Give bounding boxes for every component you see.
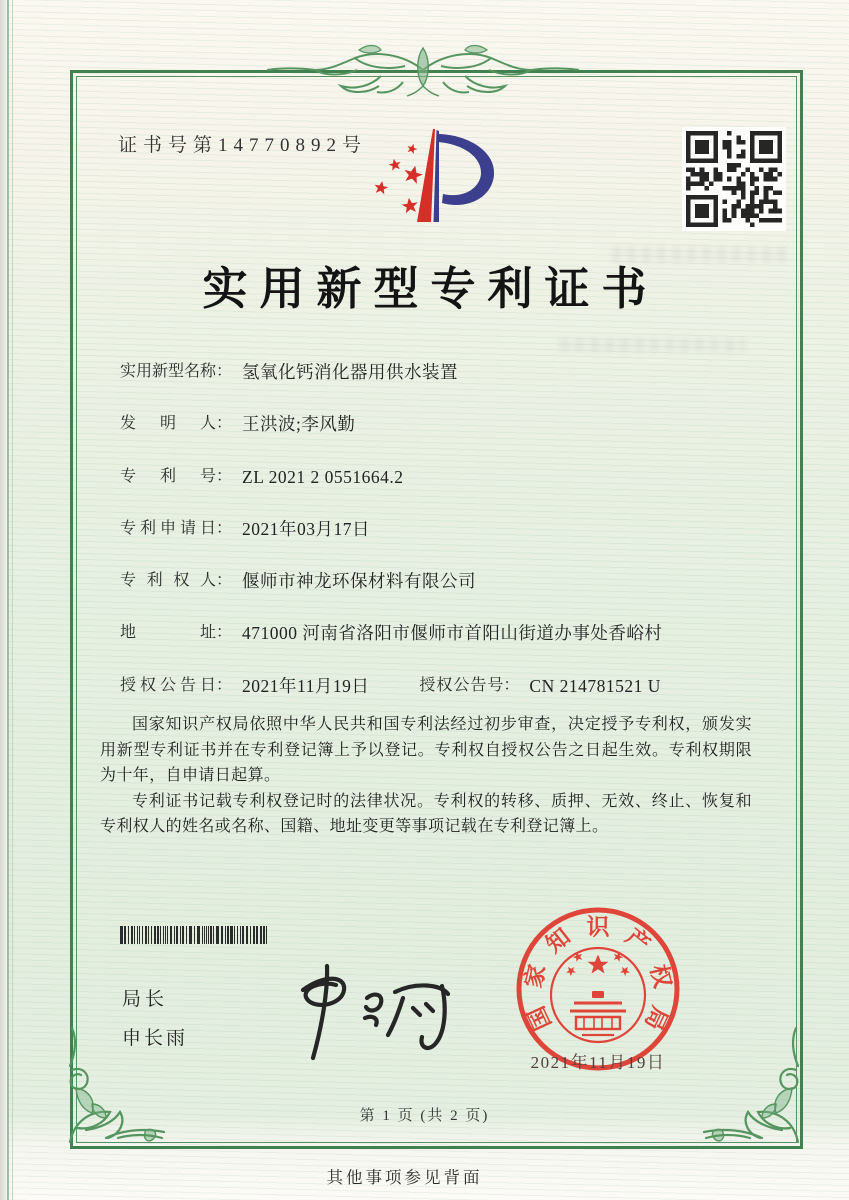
field-label: 授权公告号 — [419, 676, 504, 694]
cnipa-logo-icon — [368, 122, 508, 238]
svg-text:知: 知 — [541, 923, 575, 958]
field-patentee: 专利权人 ： 偃师市神龙环保材料有限公司 — [120, 571, 477, 592]
field-value: 偃师市神龙环保材料有限公司 — [242, 571, 477, 592]
corner-ornament — [702, 1026, 806, 1146]
page-edge-line — [12, 0, 13, 1200]
svg-text:家: 家 — [520, 962, 551, 991]
field-patent-number: 专利号 ： ZL 2021 2 0551664.2 — [120, 466, 404, 487]
field-value: 2021年03月17日 — [242, 518, 371, 539]
showthrough-smudge — [612, 246, 787, 263]
field-label: 专利申请日 — [120, 519, 216, 537]
svg-text:识: 识 — [586, 914, 610, 940]
field-value: 氢氧化钙消化器用供水装置 — [242, 362, 459, 382]
field-label: 发明人 — [120, 415, 216, 433]
legal-paragraph-1: 国家知识产权局依照中华人民共和国专利法经过初步审查，决定授予专利权，颁发实用新型专利证书并在专利登记簿上予以登记。专利权自授权公告之日起生效。专利权期限为十年，自申请日起算。 — [100, 716, 752, 784]
field-grant-number: 授权公告号 ： CN 214781521 U — [419, 675, 661, 696]
director-title: 局长 — [122, 989, 169, 1010]
svg-text:国: 国 — [523, 1002, 556, 1034]
field-value: 王洪波;李风勤 — [242, 414, 356, 435]
page-number: 第 1 页 (共 2 页) — [359, 1108, 490, 1124]
field-value: 2021年11月19日 — [242, 675, 370, 696]
field-label: 授权公告日 — [120, 676, 216, 694]
qr-code-icon — [682, 127, 786, 231]
field-grant-date: 授权公告日 ： 2021年11月19日 — [120, 675, 370, 696]
seal-date: 2021年11月19日 — [530, 1053, 666, 1072]
legal-paragraph-2: 专利证书记载专利权登记时的法律状况。专利权的转移、质押、无效、终止、恢复和专利权人的姓名或名称、国籍、地址变更等事项记载在专利登记簿上。 — [100, 792, 752, 835]
scan-page-edge — [0, 0, 7, 1200]
field-inventor: 发明人 ： 王洪波;李风勤 — [120, 414, 356, 435]
field-value: ZL 2021 2 0551664.2 — [242, 466, 404, 487]
director-name: 申长雨 — [122, 1028, 189, 1049]
top-flourish-ornament — [263, 42, 583, 98]
legal-text — [100, 712, 752, 840]
field-value: 471000 河南省洛阳市偃师市首阳山街道办事处香峪村 — [242, 623, 663, 644]
certificate-number: 证书号第14770892号 — [118, 135, 368, 156]
director-signature-icon — [243, 960, 463, 1062]
field-label: 实用新型名称 — [120, 363, 217, 380]
field-utility-model-name: 实用新型名称 ： 氢氧化钙消化器用供水装置 — [120, 362, 459, 382]
field-label: 专利权人 — [120, 572, 216, 590]
svg-text:产: 产 — [621, 923, 655, 958]
back-note: 其他事项参见背面 — [326, 1168, 483, 1187]
field-label: 地址 — [120, 624, 216, 642]
svg-text:局: 局 — [640, 1002, 673, 1034]
certificate-title: 实用新型专利证书 — [202, 264, 659, 314]
field-value: CN 214781521 U — [529, 675, 661, 696]
field-address: 地址 ： 471000 河南省洛阳市偃师市首阳山街道办事处香峪村 — [120, 623, 663, 644]
field-label: 专利号 — [120, 467, 216, 485]
certificate-fields — [120, 360, 740, 726]
page-edge-line — [7, 0, 9, 1200]
barcode-icon — [120, 926, 338, 944]
field-filing-date: 专利申请日 ： 2021年03月17日 — [120, 518, 371, 539]
svg-text:权: 权 — [645, 962, 676, 991]
showthrough-smudge — [560, 338, 745, 352]
